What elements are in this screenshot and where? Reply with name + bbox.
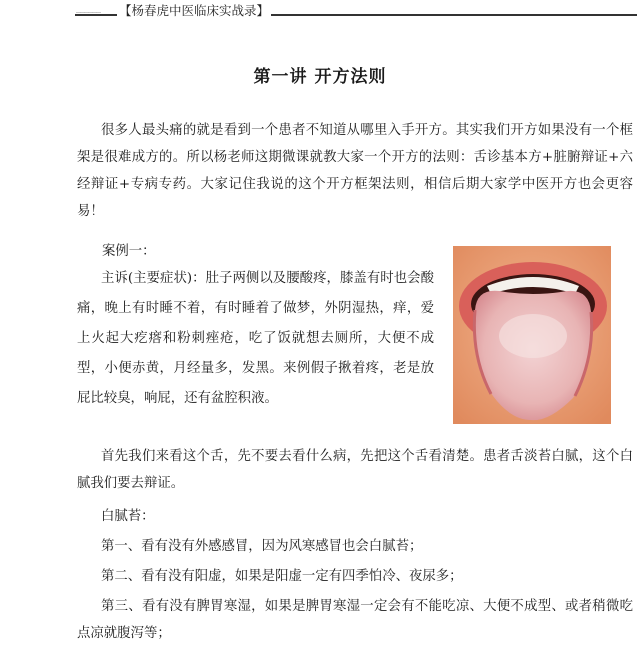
lecture-title: 第一讲 开方法则 bbox=[253, 67, 387, 87]
page-header bbox=[0, 0, 640, 20]
section-label: 白腻苔： bbox=[101, 509, 155, 524]
point-2: 第二、看有没有阳虚，如果是阳虚一定有四季怕冷、夜尿多； bbox=[101, 569, 463, 584]
tongue-photo bbox=[453, 246, 611, 424]
chief-complaint: 主诉(主要症状)：肚子两侧以及腰酸疼，膝盖有时也会酸痛，晚上有时睡不着，有时睡着了做梦，外阴湿热，痒，爱上火起大疙瘩和粉刺痤疮，吃了饭就想去厕所，大便不成型，小便赤黄，月经量多，发黑。来例假子揪着疼，老是放屁比较臭，响屁，还有盆腔积液。 bbox=[77, 271, 434, 406]
header-title: 【杨春虎中医临床实战录】 bbox=[119, 3, 270, 18]
analysis-paragraph: 首先我们来看这个舌，先不要去看什么病，先把这个舌看清楚。患者舌淡苔白腻，这个白腻我们要去辩证。 bbox=[77, 449, 633, 491]
tongue-illustration bbox=[453, 246, 611, 424]
intro-paragraph: 很多人最头痛的就是看到一个患者不知道从哪里入手开方。其实我们开方如果没有一个框架是很难成方的。所以杨老师这期微课就教大家一个开方的法则：舌诊基本方+脏腑辩证+六经辩证+专病专药。大家记住我说的这个开方框架法则，相信后期大家学中医开方也会更容易！ bbox=[77, 123, 633, 219]
case-label: 案例一： bbox=[102, 244, 156, 259]
point-3: 第三、看有没有脾胃寒湿，如果是脾胃寒湿一定会有不能吃凉、大便不成型、或者稍微吃点凉就腹泻等； bbox=[77, 599, 633, 641]
point-1: 第一、看有没有外感感冒，因为风寒感冒也会白腻苔； bbox=[101, 539, 423, 554]
header-left-mark: ______ bbox=[76, 2, 100, 13]
